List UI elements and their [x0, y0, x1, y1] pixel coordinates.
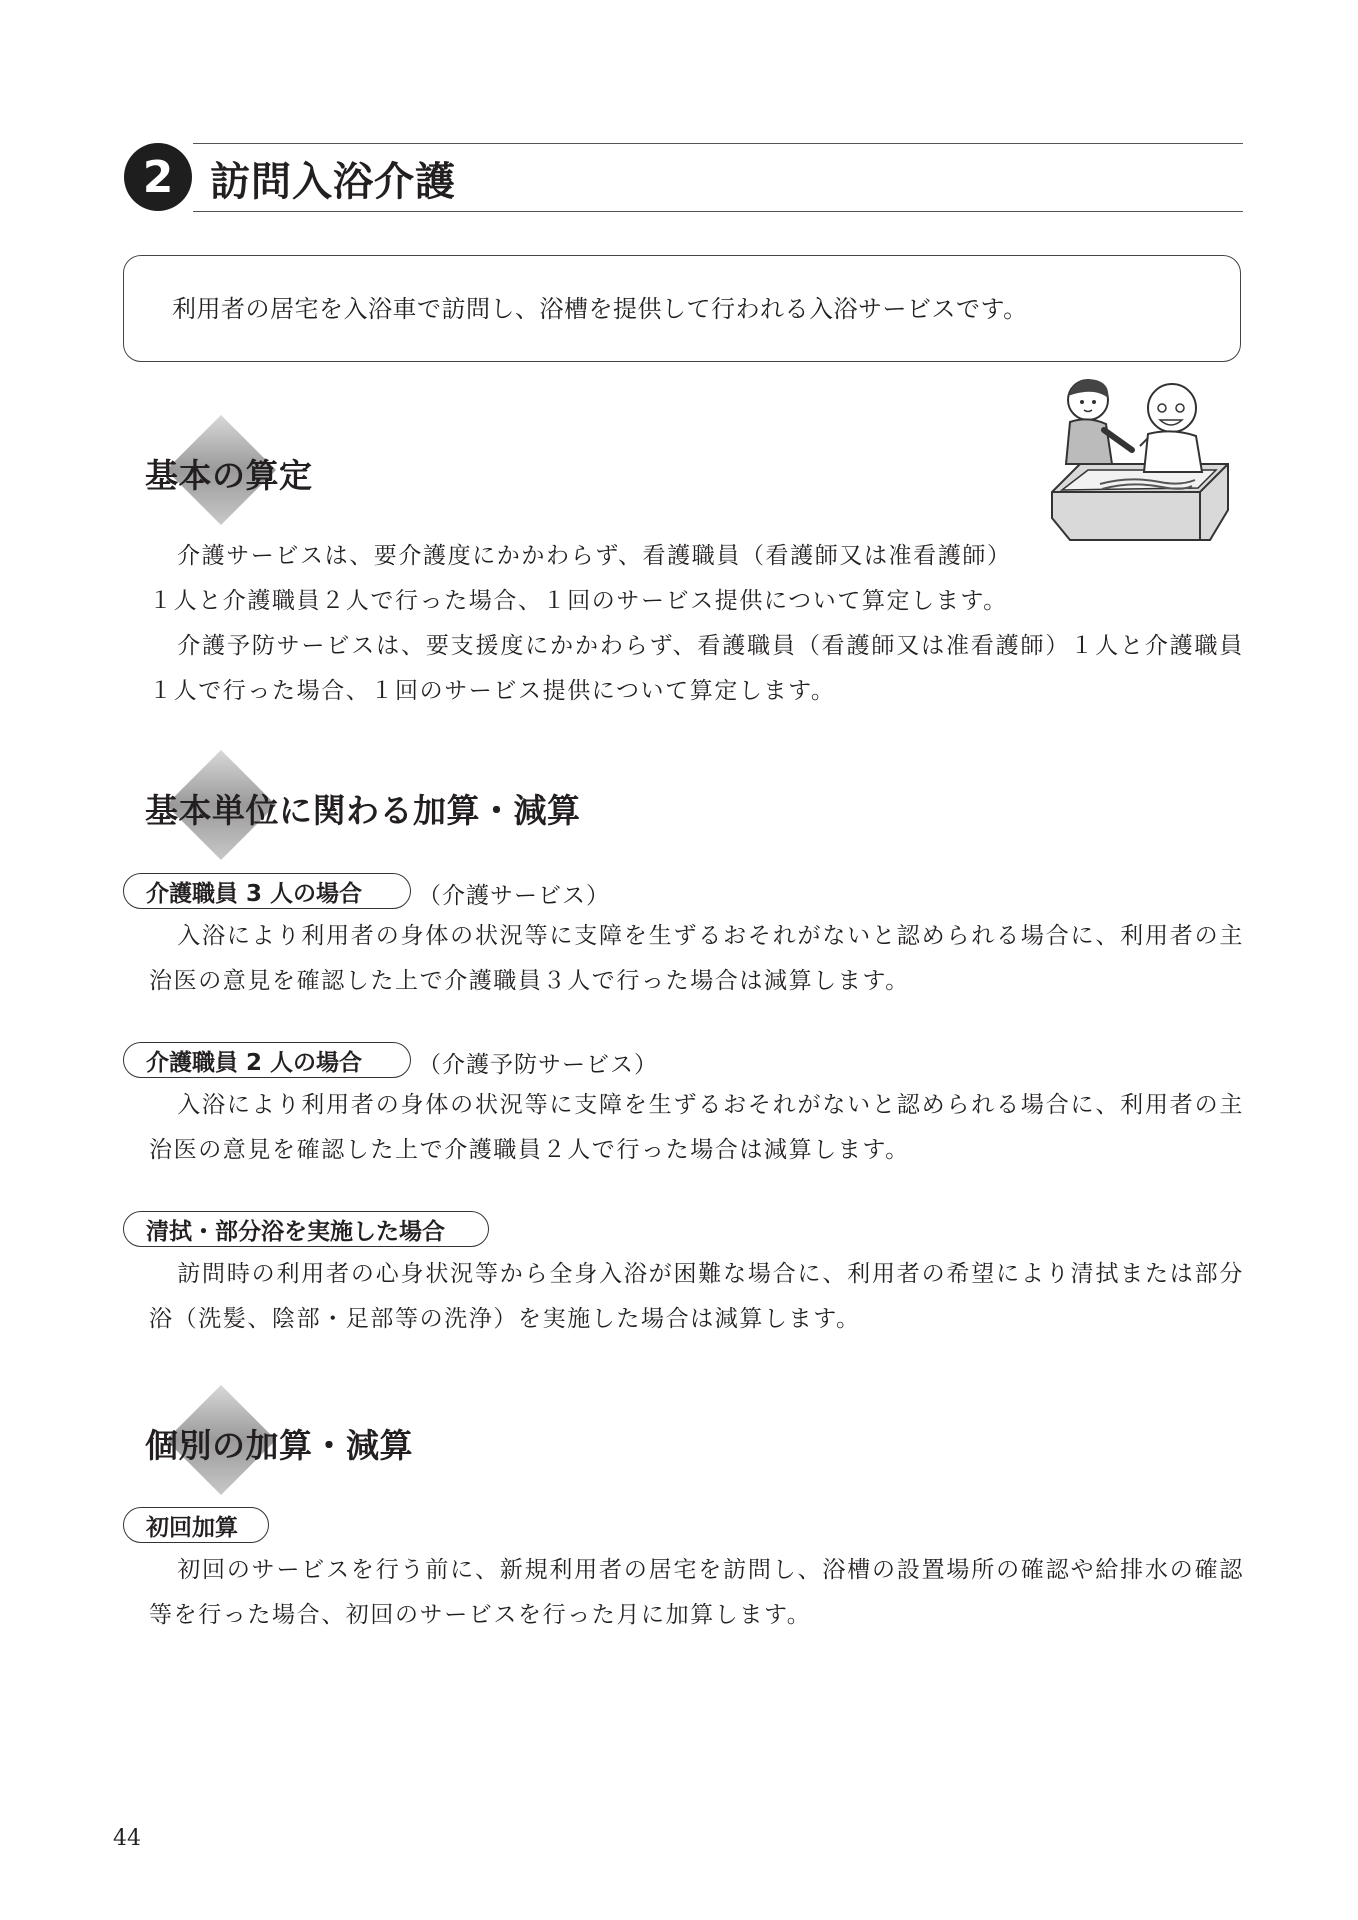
unit-adjust-paragraph-1: 入浴により利用者の身体の状況等に支障を生ずるおそれがないと認められる場合に、利用者の主治医の意見を確認した上で介護職員３人で行った場合は減算します。: [149, 923, 1244, 994]
label-note: （介護予防サービス）: [418, 1052, 658, 1078]
basic-paragraph-1: 介護サービスは、要介護度にかかわらず、看護職員（看護師又は准看護師） １人と介護職員２人で行った場合、１回のサービス提供について算定します。: [149, 543, 1012, 614]
label-pill: 介護職員 3 人の場合: [123, 873, 411, 909]
individual-paragraph-1: 初回のサービスを行う前に、新規利用者の居宅を訪問し、浴槽の設置場所の確認や給排水の確認等を行った場合、初回のサービスを行った月に加算します。: [149, 1557, 1244, 1628]
label-note: （介護サービス）: [418, 883, 610, 909]
label-pill: 清拭・部分浴を実施した場合: [123, 1211, 489, 1247]
unit-adjust-paragraph-3: 訪問時の利用者の心身状況等から全身入浴が困難な場合に、利用者の希望により清拭または部分浴（洗髪、陰部・足部等の洗浄）を実施した場合は減算します。: [149, 1261, 1244, 1332]
unit-adjust-paragraph-2: 入浴により利用者の身体の状況等に支障を生ずるおそれがないと認められる場合に、利用者の主治医の意見を確認した上で介護職員２人で行った場合は減算します。: [149, 1092, 1244, 1163]
intro-box: [123, 255, 1241, 362]
chapter-bottom-rule: [193, 211, 1243, 212]
chapter-top-rule: [193, 143, 1243, 144]
chapter-title: 訪問入浴介護: [210, 159, 456, 205]
label-pill: 初回加算: [123, 1507, 269, 1543]
basic-paragraph-2: 介護予防サービスは、要支援度にかかわらず、看護職員（看護師又は准看護師）１人と介護職員１人で行った場合、１回のサービス提供について算定します。: [149, 633, 1244, 704]
chapter-number-badge: 2: [124, 143, 192, 211]
section-title-unit-adjust: 基本単位に関わる加算・減算: [145, 791, 581, 830]
section-title-individual: 個別の加算・減算: [145, 1426, 413, 1465]
intro-text: 利用者の居宅を入浴車で訪問し、浴槽を提供して行われる入浴サービスです。: [172, 295, 1028, 323]
section-title-basic: 基本の算定: [145, 456, 313, 495]
page-number: 44: [113, 1826, 141, 1851]
label-pill: 介護職員 2 人の場合: [123, 1042, 411, 1078]
